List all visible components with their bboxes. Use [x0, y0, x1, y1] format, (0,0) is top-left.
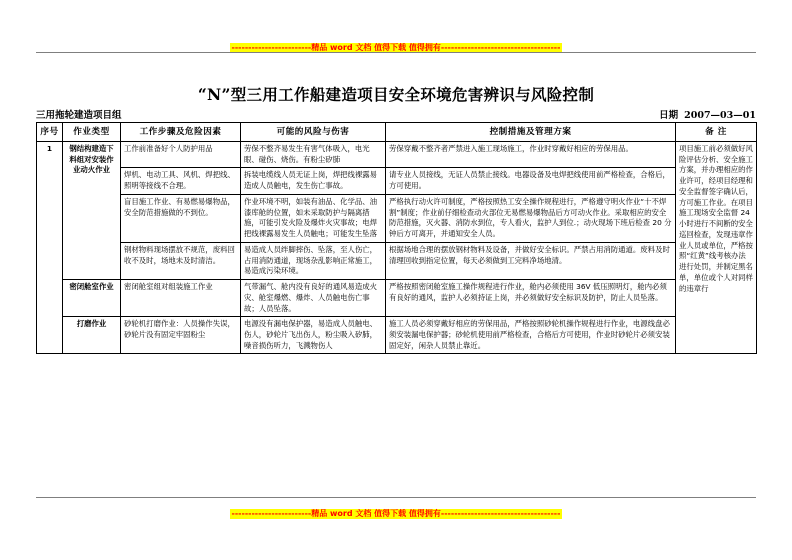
subtitle-row — [36, 107, 756, 121]
promo-banner-bottom-text: ------------------------精品 word 文档 值得下载 值得拥有------------------------------------ — [231, 509, 561, 518]
column-header-risks: 可能的风险与伤害 — [241, 123, 386, 142]
table-row — [37, 317, 757, 354]
cell-work-type-grinding: 打磨作业 — [63, 317, 121, 354]
date-label: 日期 — [659, 110, 679, 121]
column-header-index: 序号 — [37, 123, 63, 142]
cell-controls: 劳保穿戴不整齐者严禁进入施工现场施工，作业时穿戴好相应的劳保用品。 — [386, 142, 676, 168]
cell-steps: 砂轮机打磨作业：人员操作失误，砂轮片没有固定牢固粉尘 — [121, 317, 241, 354]
table-row — [37, 142, 757, 168]
cell-work-type-steel: 钢结构建造下料组对安装作业动火作业 — [63, 142, 121, 280]
cell-controls: 施工人员必须穿戴好相应的劳保用品，严格按照砂轮机操作规程进行作业，电源线盘必须安装漏电保护器；砂轮机使用前严格检查，合格后方可使用，作业时砂轮片必须安装固定好，闲杂人员禁止靠近。 — [386, 317, 676, 354]
cell-risks: 劳保不整齐易发生有害气体吸入，电光眼、碰伤、烧伤。有粉尘矽肺 — [241, 142, 386, 168]
footer-divider-bottom — [36, 497, 756, 498]
page-title: “N”型三用工作船建造项目安全环境危害辨识与风险控制 — [197, 85, 595, 104]
cell-steps: 密闭舱室组对组装施工作业 — [121, 280, 241, 317]
cell-risks: 电源没有漏电保护器，易造成人员触电、伤人，砂轮片飞出伤人，粉尘吸入矽肺，噪音损伤听力，飞溅物伤人 — [241, 317, 386, 354]
date-value: 2007—03—01 — [684, 110, 756, 121]
cell-remark: 项目施工前必须做好风险评估分析、安全施工方案，并办理相应的作业许可，经项目经理和安全监督签字确认后，方可施工作业。在项目施工现场安全监督 24 小时进行不间断的安全巡回检查，发现违章作业人员或单位，严格按照“红黄”线考核办法进行处罚，并制定黑名单，单位或个人对同样的违章行 — [676, 142, 757, 354]
cell-steps: 钢材物料现场摆放不规范，废料回收不及时，场地未及时清洁。 — [121, 242, 241, 279]
column-header-controls: 控制措施及管理方案 — [386, 123, 676, 142]
table-row — [37, 168, 757, 194]
column-header-work-type: 作业类型 — [63, 123, 121, 142]
cell-index: 1 — [37, 142, 63, 354]
date-block — [659, 107, 756, 121]
promo-banner-bottom — [0, 503, 792, 519]
cell-steps: 盲目施工作业、有易燃易爆物品，安全防范措施做的不到位。 — [121, 194, 241, 242]
project-group-label: 三用拖轮建造项目组 — [36, 110, 122, 121]
table-row — [37, 242, 757, 279]
column-header-steps: 工作步骤及危险因素 — [121, 123, 241, 142]
column-header-remark: 备 注 — [676, 123, 757, 142]
cell-work-type-confined: 密闭舱室作业 — [63, 280, 121, 317]
cell-risks: 易造成人员绊脚摔伤、坠落，至人伤亡，占用消防通道，现场杂乱影响正常施工，易造成污染环境。 — [241, 242, 386, 279]
table-row — [37, 280, 757, 317]
table-header-row — [37, 123, 757, 142]
cell-steps: 工作前准备好个人防护用品 — [121, 142, 241, 168]
cell-controls: 严格按照密闭舱室施工操作规程进行作业，舱内必须使用 36V 低压照明灯，舱内必须有良好的通风，监护人必须持证上岗，并必须做好安全标识及防护，防止人员坠落。 — [386, 280, 676, 317]
cell-controls: 根据场地合理的摆放钢材物料及设备，并做好安全标识。严禁占用消防通道。废料及时清理回收到指定位置，每天必须做到工完料净场地清。 — [386, 242, 676, 279]
cell-risks: 作业环境不明，如装有油品、化学品、油漆库舱的位置，如未采取防护与隔离措施，可能引发火险及爆炸火灾事故；电焊把线裸露易发生人员触电；可能发生坠落 — [241, 194, 386, 242]
cell-controls: 严格执行动火许可制度，严格按照热工安全操作规程进行，严格遵守明火作业“十不焊割”制度；作业前仔细检查动火部位无易燃易爆物品后方可动火作业。采取相应的安全防范措施，灭火器、消防水到位，专人看火，监护人到位.；动火现场下班后检查 20 分钟后方可离开，并通知安全人员。 — [386, 194, 676, 242]
table-row — [37, 194, 757, 242]
risk-control-table — [36, 122, 757, 354]
promo-banner-top — [0, 37, 792, 53]
cell-risks: 气带漏气、舱内没有良好的通风易造成火灾、舱室爆燃、爆炸、人员触电伤亡事故；人员坠落。 — [241, 280, 386, 317]
promo-banner-top-text: ------------------------精品 word 文档 值得下载 值得拥有------------------------------------ — [231, 43, 561, 52]
header-divider-top — [36, 52, 756, 53]
cell-risks: 拆装电缆线人员无证上岗，焊把线裸露易造成人员触电，发生伤亡事故。 — [241, 168, 386, 194]
cell-steps: 焊机、电动工具、风机、焊把线、照明等接线不合理。 — [121, 168, 241, 194]
cell-controls: 请专业人员接线，无证人员禁止接线。电器设备及电焊把线使用前严格检查，合格后，方可使用。 — [386, 168, 676, 194]
